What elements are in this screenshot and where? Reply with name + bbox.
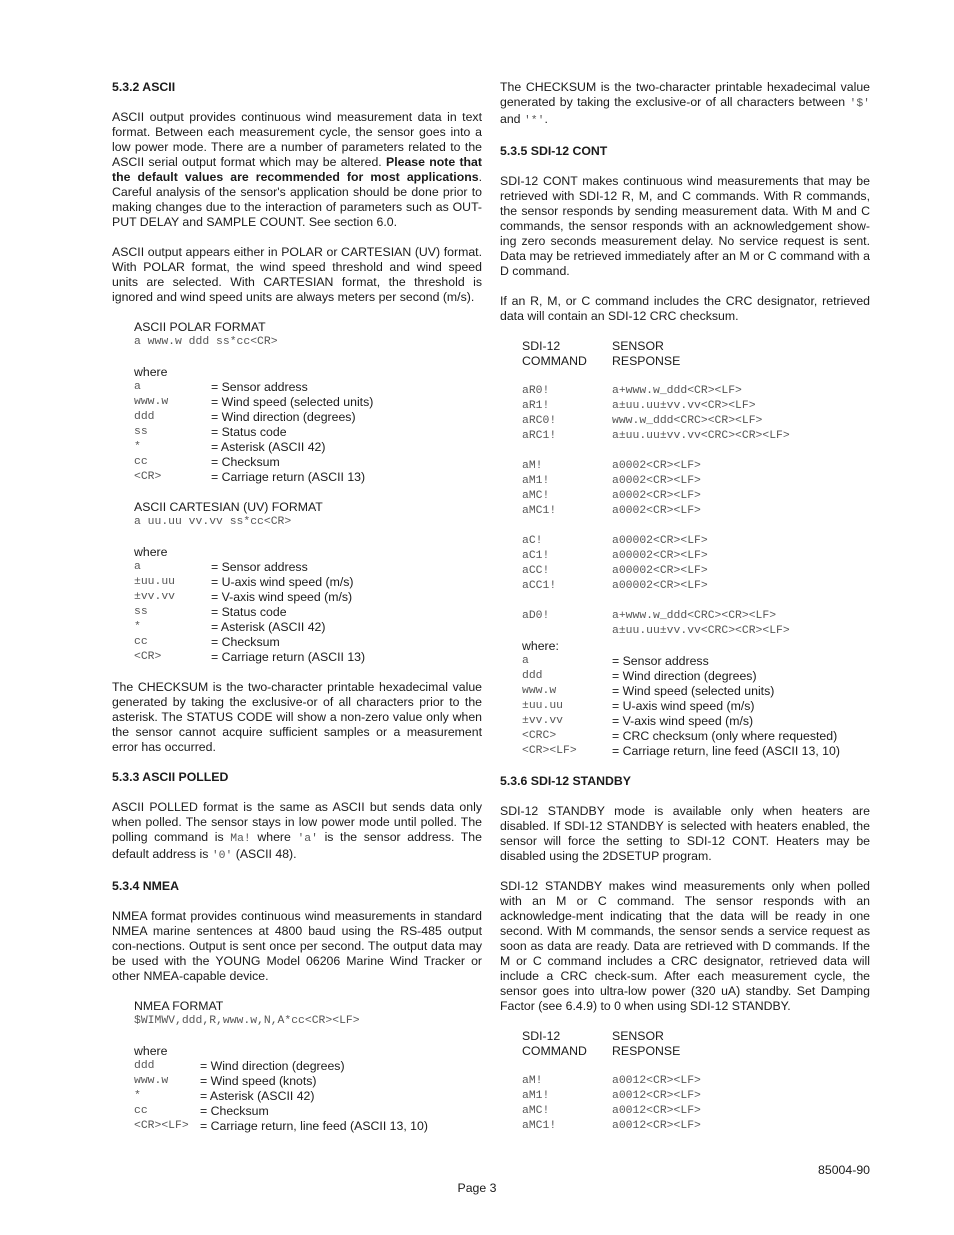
polled-text-2: where <box>250 830 298 844</box>
definition-row <box>134 1074 482 1089</box>
definition-row <box>134 395 482 410</box>
definition-row-key: www.w <box>134 396 169 408</box>
command-row-value: a0012<CR><LF> <box>612 1075 701 1087</box>
command-row-key <box>522 624 612 639</box>
definition-row <box>134 1119 482 1134</box>
definition-row <box>522 699 870 714</box>
command-row-value: a00002<CR><LF> <box>612 580 708 592</box>
command-header-line-2: COMMAND <box>522 354 587 368</box>
command-header-line-1: SDI-12 <box>522 339 561 353</box>
definition-row-value: = Carriage return, line feed (ASCII 13, 10) <box>200 1119 428 1133</box>
definition-row-key: www.w <box>134 1075 169 1087</box>
definition-row-value: = Sensor address <box>612 654 709 668</box>
polar-definitions-list <box>134 380 482 485</box>
nmea-format-title: NMEA FORMAT <box>134 999 224 1013</box>
command-row <box>522 489 870 504</box>
definition-row-key: ss <box>134 426 148 438</box>
command-row-value: a+www.w_ddd<CR><LF> <box>612 385 742 397</box>
command-row-key: aMC1! <box>522 505 557 517</box>
nmea-checksum-asterisk: '*' <box>523 115 545 127</box>
definition-row <box>134 605 482 620</box>
command-row <box>522 564 870 579</box>
command-row-key: aC1! <box>522 550 550 562</box>
polar-where-label: where <box>134 365 168 379</box>
command-row-value: a0002<CR><LF> <box>612 490 701 502</box>
nmea-checksum-dollar: '$' <box>849 98 870 110</box>
command-row <box>522 504 870 519</box>
ascii-intro-text: ASCII output provides continuous wind measurement data in text format. Between each measurement cycle, the sensor goes into a low power mode. There are a number of parameters related to the ASCII serial output format which may be altered. <box>112 110 482 169</box>
polar-format-string: a www.w ddd ss*cc<CR> <box>134 336 278 348</box>
definition-row-key: cc <box>134 456 148 468</box>
ascii-intro-text-end: . Careful analysis of the sensor's application should be done prior to making changes due to the interaction of parameters such as OUT-PUT DELAY and SAMPLE COUNT. See section 6.0. <box>112 170 482 229</box>
polled-default-address: '0' <box>211 850 233 862</box>
definition-row-key: ddd <box>522 670 543 682</box>
table-header <box>522 1029 870 1059</box>
command-row-key: aM1! <box>522 1090 550 1102</box>
definition-row-key: cc <box>134 636 148 648</box>
definition-row <box>522 714 870 729</box>
command-row-key: aCC! <box>522 565 550 577</box>
command-row-key: aM! <box>522 460 543 472</box>
definition-row <box>134 635 482 650</box>
definition-row <box>134 1104 482 1119</box>
definition-row-key: ±vv.vv <box>522 715 564 727</box>
command-row-value: a0002<CR><LF> <box>612 505 701 517</box>
definition-row <box>522 729 870 744</box>
command-row <box>522 414 870 429</box>
definition-row-value: = Sensor address <box>211 380 308 394</box>
standby-command-group <box>522 1074 870 1134</box>
table-header <box>522 339 870 369</box>
definition-row-key: * <box>134 1090 141 1102</box>
polled-text-3: is the sensor address. The default address is <box>112 830 482 861</box>
page-number: Page 3 <box>457 1181 497 1195</box>
command-row <box>522 534 870 549</box>
command-row <box>522 579 870 594</box>
r-command-group <box>522 384 870 444</box>
polled-command: Ma! <box>230 833 251 845</box>
definition-row-value: = Wind speed (selected units) <box>612 684 775 698</box>
command-row <box>522 549 870 564</box>
definition-row <box>134 590 482 605</box>
definition-row-key: ±vv.vv <box>134 591 176 603</box>
response-header-line-1: SENSOR <box>612 1029 664 1043</box>
definition-row-value: = CRC checksum (only where requested) <box>612 729 838 743</box>
command-row-value: a00002<CR><LF> <box>612 535 708 547</box>
command-row <box>522 474 870 489</box>
response-column-header <box>612 339 680 369</box>
command-row-value: a±uu.uu±vv.vv<CRC><CR><LF> <box>612 625 790 637</box>
section-heading-nmea: 5.3.4 NMEA <box>112 879 179 893</box>
definition-row-key: <CR> <box>134 651 162 663</box>
definition-row-value: = Wind direction (degrees) <box>200 1059 345 1073</box>
response-column-header <box>612 1029 680 1059</box>
definition-row-value: = Carriage return (ASCII 13) <box>211 650 366 664</box>
definition-row <box>522 744 870 759</box>
definition-row-key: a <box>134 561 141 573</box>
definition-row-value: = V-axis wind speed (m/s) <box>211 590 353 604</box>
command-row-value: a0012<CR><LF> <box>612 1090 701 1102</box>
definition-row-value: = Checksum <box>211 455 280 469</box>
definition-row-value: = Sensor address <box>211 560 308 574</box>
cartesian-definitions-list <box>134 560 482 665</box>
definition-row-key: ±uu.uu <box>522 700 564 712</box>
command-row-key: aRC0! <box>522 415 557 427</box>
definition-row-key: ddd <box>134 1060 155 1072</box>
c-command-group <box>522 534 870 594</box>
definition-row <box>522 684 870 699</box>
ascii-format-paragraph: ASCII output appears either in POLAR or CARTESIAN (UV) format. With POLAR format, the wind speed threshold and wind speed units are selected. With CARTESIAN format, the threshold is ignored and wind speed units are always meters per second (m/s). <box>112 245 482 304</box>
definition-row <box>134 1089 482 1104</box>
command-row <box>522 624 870 639</box>
polar-format-title: ASCII POLAR FORMAT <box>134 320 266 334</box>
ascii-intro-bold-note: Please note that the default values are recommended for most applications <box>112 155 482 184</box>
section-heading-ascii-polled: 5.3.3 ASCII POLLED <box>112 770 229 784</box>
command-row-key: aR0! <box>522 385 550 397</box>
definition-row-key: * <box>134 621 141 633</box>
nmea-checksum-text-3: . <box>544 112 548 126</box>
command-row <box>522 609 870 624</box>
nmea-checksum-text-1: The CHECKSUM is the two-character printable hexadecimal value generated by taking the exclusive-or of all characters between <box>500 80 870 109</box>
definition-row-key: <CR><LF> <box>522 745 577 757</box>
definition-row <box>134 1059 482 1074</box>
definition-row-value: = Wind speed (knots) <box>200 1074 317 1088</box>
d-command-group <box>522 609 870 639</box>
response-header-line-2: RESPONSE <box>612 1044 681 1058</box>
definition-row-key: * <box>134 441 141 453</box>
command-row <box>522 459 870 474</box>
definition-row-key: a <box>134 381 141 393</box>
command-row <box>522 1089 870 1104</box>
command-row <box>522 384 870 399</box>
m-command-group <box>522 459 870 519</box>
definition-row-value: = Status code <box>211 425 287 439</box>
sdi12-definitions-list <box>522 654 870 759</box>
command-column-header <box>522 1029 612 1059</box>
definition-row <box>134 470 482 485</box>
definition-row <box>134 425 482 440</box>
nmea-checksum-text-2: and <box>500 112 524 126</box>
definition-row <box>134 650 482 665</box>
nmea-format-string: $WIMWV,ddd,R,www.w,N,A*cc<CR><LF> <box>134 1015 360 1027</box>
command-row-key: aRC1! <box>522 430 557 442</box>
cartesian-format-title: ASCII CARTESIAN (UV) FORMAT <box>134 500 323 514</box>
definition-row-value: = V-axis wind speed (m/s) <box>612 714 754 728</box>
command-column-header <box>522 339 612 369</box>
command-row-value: www.w_ddd<CRC><CR><LF> <box>612 415 763 427</box>
command-row-key: aR1! <box>522 400 550 412</box>
definition-row-value: = Checksum <box>211 635 280 649</box>
definition-row-value: = Carriage return, line feed (ASCII 13, 10) <box>612 744 840 758</box>
command-row <box>522 399 870 414</box>
definition-row <box>134 620 482 635</box>
command-row-value: a0012<CR><LF> <box>612 1105 701 1117</box>
command-row-value: a0012<CR><LF> <box>612 1120 701 1132</box>
ascii-checksum-paragraph: The CHECKSUM is the two-character printable hexadecimal value generated by taking the exclusive-or of all characters prior to the asterisk. The STATUS CODE will show a non-zero value only when the sensor cannot acquire sufficient samples or a measurement error has occurred. <box>112 680 482 754</box>
sdi12-cont-paragraph-1: SDI-12 CONT makes continuous wind measurements that may be retrieved with SDI-12 R, M, and C commands. With R commands, the sensor responds by sending measurement data. With M and C commands, the sensor responds with an acknowledgement show-ing zero seconds measurement delay. No service request is sent. Data may be retrieved immediately after an M or C command with a D command. <box>500 174 870 278</box>
command-row-value: a+www.w_ddd<CRC><CR><LF> <box>612 610 777 622</box>
polled-text-1: ASCII POLLED format is the same as ASCII but sends data only when polled. The sensor stays in low power mode until polled. The polling command is <box>112 800 482 844</box>
command-row <box>522 1074 870 1089</box>
cartesian-where-label: where <box>134 545 168 559</box>
definition-row <box>134 455 482 470</box>
left-column <box>112 80 482 1134</box>
definition-row-key: ddd <box>134 411 155 423</box>
command-row-value: a0002<CR><LF> <box>612 460 701 472</box>
command-row-value: a00002<CR><LF> <box>612 565 708 577</box>
command-row-value: a±uu.uu±vv.vv<CR><LF> <box>612 400 756 412</box>
nmea-checksum-paragraph <box>500 80 870 129</box>
definition-row <box>134 560 482 575</box>
definition-row <box>134 410 482 425</box>
definition-row-value: = U-axis wind speed (m/s) <box>211 575 354 589</box>
definition-row-key: <CRC> <box>522 730 557 742</box>
nmea-format-block <box>112 999 482 1134</box>
command-row-key: aMC! <box>522 1105 550 1117</box>
command-row-value: a±uu.uu±vv.vv<CRC><CR><LF> <box>612 430 790 442</box>
command-row-key: aMC! <box>522 490 550 502</box>
command-row-value: a00002<CR><LF> <box>612 550 708 562</box>
definition-row <box>522 654 870 669</box>
definition-row-value: = Checksum <box>200 1104 269 1118</box>
command-row <box>522 1119 870 1134</box>
section-heading-sdi12-cont: 5.3.5 SDI-12 CONT <box>500 144 608 158</box>
response-header-line-1: SENSOR <box>612 339 664 353</box>
sdi12-standby-command-table <box>500 1029 870 1134</box>
sdi12-cont-paragraph-2: If an R, M, or C command includes the CRC designator, retrieved data will contain an SDI-12 CRC checksum. <box>500 294 870 323</box>
command-row-key: aM! <box>522 1075 543 1087</box>
definition-row <box>134 575 482 590</box>
nmea-paragraph: NMEA format provides continuous wind measurements in standard NMEA marine sentences at 4800 baud using the RS-485 output con-nections. Output is sent once per second. The output data may be used with the YOUNG Model 06206 Marine Wind Tracker or other NMEA-capable device. <box>112 909 482 983</box>
cartesian-format-string: a uu.uu vv.vv ss*cc<CR> <box>134 516 292 528</box>
command-row <box>522 429 870 444</box>
document-code: 85004-90 <box>818 1163 870 1177</box>
ascii-polled-paragraph <box>112 800 482 864</box>
definition-row-value: = U-axis wind speed (m/s) <box>612 699 755 713</box>
definition-row-value: = Carriage return (ASCII 13) <box>211 470 366 484</box>
definition-row-key: cc <box>134 1105 148 1117</box>
command-header-line-2: COMMAND <box>522 1044 587 1058</box>
definition-row-key: <CR> <box>134 471 162 483</box>
polled-text-4: (ASCII 48). <box>232 847 297 861</box>
sdi12-standby-paragraph-1: SDI-12 STANDBY mode is available only when heaters are disabled. If SDI-12 STANDBY is selected with heaters enabled, the sensor will force the setting to SDI-12 CONT. Heaters may be disabled using the 2DSETUP program. <box>500 804 870 863</box>
nmea-definitions-list <box>134 1059 482 1134</box>
definition-row-value: = Asterisk (ASCII 42) <box>211 620 326 634</box>
sdi12-where-label: where: <box>522 639 559 653</box>
command-row-key: aCC1! <box>522 580 557 592</box>
definition-row-value: = Wind direction (degrees) <box>211 410 356 424</box>
command-row-key: aC! <box>522 535 543 547</box>
command-row-key: aM1! <box>522 475 550 487</box>
sdi12-standby-paragraph-2: SDI-12 STANDBY makes wind measurements only when polled with an M or C command. The sensor responds with an acknowledge-ment indicating that the data will be ready in one second. With M commands, the sensor sends a service request as soon as data are ready. Data are retrieved with D commands. If the M or C command includes a CRC designator, retrieved data will include a CRC check-sum. After each measurement cycle, the sensor goes into ultra-low power (320 uA) standby. Set Damping Factor (see 6.4.9) to 0 when using SDI-12 STANDBY. <box>500 879 870 1013</box>
section-heading-ascii: 5.3.2 ASCII <box>112 80 176 94</box>
command-header-line-1: SDI-12 <box>522 1029 561 1043</box>
definition-row <box>522 669 870 684</box>
section-heading-sdi12-standby: 5.3.6 SDI-12 STANDBY <box>500 774 631 788</box>
command-row <box>522 1104 870 1119</box>
right-column <box>500 80 870 1134</box>
polled-address: 'a' <box>297 833 318 845</box>
definition-row-key: <CR><LF> <box>134 1120 189 1132</box>
command-row-key: aMC1! <box>522 1120 557 1132</box>
definition-row-value: = Wind direction (degrees) <box>612 669 757 683</box>
definition-row <box>134 440 482 455</box>
sdi12-cont-command-table <box>500 339 870 759</box>
definition-row-value: = Asterisk (ASCII 42) <box>211 440 326 454</box>
nmea-where-label: where <box>134 1044 168 1058</box>
definition-row-value: = Wind speed (selected units) <box>211 395 374 409</box>
definition-row-value: = Status code <box>211 605 287 619</box>
definition-row-value: = Asterisk (ASCII 42) <box>200 1089 315 1103</box>
definition-row <box>134 380 482 395</box>
ascii-polar-block <box>112 320 482 665</box>
definition-row-key: ±uu.uu <box>134 576 176 588</box>
definition-row-key: www.w <box>522 685 557 697</box>
command-row-key: aD0! <box>522 610 550 622</box>
ascii-intro-paragraph <box>112 110 482 230</box>
response-header-line-2: RESPONSE <box>612 354 681 368</box>
definition-row-key: ss <box>134 606 148 618</box>
definition-row-key: a <box>522 655 529 667</box>
command-row-value: a0002<CR><LF> <box>612 475 701 487</box>
